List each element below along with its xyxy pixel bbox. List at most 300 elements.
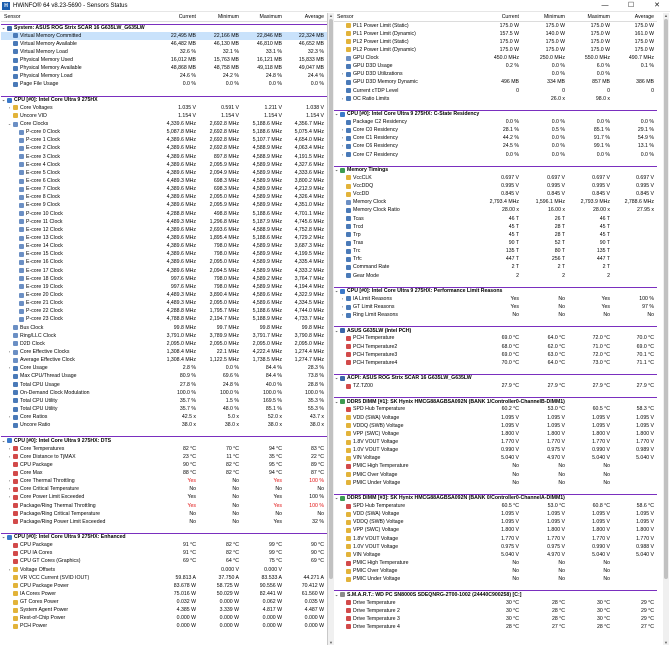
sensor-row[interactable] [334, 359, 657, 367]
sensor-row[interactable] [1, 340, 327, 348]
maximum-value: 38.0 x [267, 422, 282, 429]
sensor-name: Package/Ring Critical Temperature [20, 510, 101, 517]
minimum-value: 0.5 % [551, 127, 565, 134]
s-sensor-icon [346, 313, 351, 318]
sensor-row[interactable] [1, 315, 327, 323]
sensor-row[interactable] [334, 198, 657, 206]
ram-sensor-icon [340, 168, 345, 173]
maximum-value: 1.770 V [592, 438, 610, 445]
sensor-row[interactable] [1, 332, 327, 340]
maximum-value: 2,793.9 MHz [580, 199, 610, 206]
header-current[interactable]: Current [178, 14, 196, 20]
sensor-row[interactable] [334, 446, 657, 454]
sensor-group-header[interactable] [1, 96, 327, 104]
sensor-row[interactable] [1, 161, 327, 169]
sensor-name: P-core 0 Clock [26, 129, 61, 136]
left-scroll-thumb[interactable] [329, 19, 333, 579]
sensor-group-header[interactable] [1, 533, 327, 541]
sensor-row[interactable] [334, 479, 657, 487]
sensor-row[interactable] [334, 382, 657, 390]
sensor-row[interactable] [334, 54, 657, 62]
sensor-row[interactable] [334, 295, 657, 303]
sensor-label-cell [1, 445, 149, 453]
s-sensor-icon [13, 33, 18, 38]
minimize-button[interactable]: — [601, 2, 609, 9]
sensor-row[interactable] [1, 136, 327, 144]
minimum-value: 62.0 °C [547, 343, 565, 350]
current-value: 1.800 V [501, 430, 519, 437]
sensor-row[interactable] [334, 510, 657, 518]
minimum-value: 28 T [554, 223, 565, 230]
sensor-row[interactable] [1, 413, 327, 421]
sensor-row[interactable] [1, 258, 327, 266]
sensor-row[interactable] [1, 582, 327, 590]
sensor-name: VR VCC Current (SVID IOUT) [20, 574, 90, 581]
sensor-row[interactable] [334, 134, 657, 142]
sensor-row[interactable] [334, 206, 657, 214]
sensor-row[interactable] [1, 614, 327, 622]
sensor-row[interactable] [1, 80, 327, 88]
sensor-row[interactable] [1, 541, 327, 549]
sensor-label-cell [1, 493, 149, 501]
expand-chevron-icon[interactable]: › [8, 453, 11, 459]
minimum-value: 2,194.7 MHz [209, 316, 239, 323]
sensor-name: Core Power Limit Exceeded [20, 494, 85, 501]
current-value: No [189, 518, 196, 525]
sensor-name: E-core 7 Clock [26, 186, 61, 193]
current-value: No [189, 486, 196, 493]
sensor-row[interactable] [1, 112, 327, 120]
sensor-row[interactable] [334, 551, 657, 559]
clk-sensor-icon [19, 130, 24, 135]
minimum-value: 0.0 % [225, 365, 239, 372]
scroll-up-arrow-icon[interactable]: ▲ [329, 13, 333, 18]
header-maximum[interactable]: Maximum [587, 14, 610, 20]
header-sensor[interactable]: Sensor [4, 13, 21, 20]
cpu-sensor-icon [7, 438, 12, 443]
minimum-value: 28 °C [551, 607, 565, 614]
sensor-row[interactable] [1, 502, 327, 510]
average-value: 58.3 °C [636, 406, 654, 413]
sensor-row[interactable] [1, 364, 327, 372]
minimum-value: 16.00 x [547, 207, 565, 214]
scroll-down-arrow-icon[interactable]: ▼ [664, 640, 668, 645]
sensor-row[interactable] [334, 38, 657, 46]
sensor-row[interactable] [334, 239, 657, 247]
sensor-row[interactable] [334, 454, 657, 462]
sensor-row[interactable] [334, 311, 657, 319]
current-value: 44.2 % [502, 135, 519, 142]
sensor-row[interactable] [334, 526, 657, 534]
close-button[interactable]: ✕ [654, 2, 660, 9]
sensor-row[interactable] [1, 510, 327, 518]
collapse-chevron-icon[interactable]: ⌄ [1, 25, 6, 30]
collapse-chevron-icon[interactable]: ⌄ [334, 591, 339, 597]
collapse-chevron-icon[interactable]: ⌄ [334, 375, 339, 381]
sensor-row[interactable] [1, 242, 327, 250]
sensor-row[interactable] [334, 263, 657, 271]
sensor-row[interactable] [334, 303, 657, 311]
sensor-row[interactable] [1, 469, 327, 477]
sensor-row[interactable] [1, 557, 327, 565]
expand-chevron-icon[interactable]: › [8, 104, 11, 110]
maximum-value [568, 375, 613, 382]
sensor-row[interactable] [334, 118, 657, 126]
sensor-row[interactable] [334, 87, 657, 95]
sensor-row[interactable] [334, 126, 657, 134]
sensor-row[interactable] [1, 461, 327, 469]
maximum-value: 0.000 W [262, 623, 282, 630]
sensor-row[interactable] [1, 128, 327, 136]
expand-chevron-icon[interactable]: › [341, 151, 344, 157]
sensor-row[interactable] [1, 234, 327, 242]
sensor-row[interactable] [1, 48, 327, 56]
sensor-row[interactable] [1, 193, 327, 201]
sensor-row[interactable] [334, 422, 657, 430]
s-sensor-icon [13, 366, 18, 371]
sensor-row[interactable] [1, 275, 327, 283]
minimum-value: 37.750 A [218, 574, 239, 581]
clk-sensor-icon [19, 162, 24, 167]
maximum-value: 6.0 % [596, 63, 610, 70]
sensor-row[interactable] [334, 615, 657, 623]
sensor-row[interactable] [1, 283, 327, 291]
minimum-value: 2,095.0 MHz [209, 194, 239, 201]
sensor-row[interactable] [334, 414, 657, 422]
right-scrollbar[interactable] [663, 13, 669, 645]
sensor-row[interactable] [1, 104, 327, 112]
sensor-row[interactable] [1, 267, 327, 275]
current-value: 1.095 V [501, 422, 519, 429]
sensor-row[interactable] [334, 215, 657, 223]
sensor-row[interactable] [334, 46, 657, 54]
sensor-row[interactable] [1, 169, 327, 177]
sensor-name: 1.8V VOUT Voltage [353, 535, 399, 542]
sensor-name: Memory Clock [353, 199, 387, 206]
average-value: 29 °C [640, 607, 654, 614]
current-value: 2.8 % [182, 365, 196, 372]
minimum-value: 0.0 % [551, 71, 565, 78]
average-value [613, 471, 657, 479]
sensor-row[interactable] [334, 575, 657, 583]
sensor-row[interactable] [334, 567, 657, 575]
sensor-row[interactable] [1, 348, 327, 356]
expand-chevron-icon[interactable]: › [8, 348, 11, 354]
sensor-row[interactable] [334, 559, 657, 567]
sensor-group-header[interactable] [334, 397, 657, 405]
sensor-row[interactable] [1, 372, 327, 380]
sensor-row[interactable] [334, 430, 657, 438]
sensor-name: Ring Limit Reasons [353, 312, 398, 319]
average-value: 3,764.7 MHz [294, 275, 324, 282]
average-value: 490.7 MHz [628, 55, 654, 62]
minimum-value: 2,095.9 MHz [209, 202, 239, 209]
header-current[interactable]: Current [501, 14, 519, 20]
average-value: 32 % [312, 518, 324, 525]
maximum-value [568, 327, 613, 334]
sensor-row[interactable] [334, 151, 657, 159]
sensor-group-header[interactable] [334, 166, 657, 174]
sensor-row[interactable] [1, 493, 327, 501]
sensor-row[interactable] [1, 185, 327, 193]
sensor-row[interactable] [334, 255, 657, 263]
sensor-row[interactable] [334, 30, 657, 38]
maximum-value: 135 T [596, 248, 610, 255]
expand-chevron-icon[interactable]: ⌄ [7, 121, 12, 127]
maximum-value: 1.154 V [264, 112, 282, 119]
minimum-value: 82 °C [225, 550, 239, 557]
expand-chevron-icon[interactable]: › [341, 135, 344, 141]
sensor-row[interactable] [1, 453, 327, 461]
expand-chevron-icon[interactable]: › [341, 312, 344, 318]
sensor-row[interactable] [334, 405, 657, 413]
current-value: 2,095.0 MHz [166, 340, 196, 347]
minimum-value: No [232, 518, 239, 525]
maximum-value: 1.095 V [592, 414, 610, 421]
sensor-row[interactable] [334, 190, 657, 198]
expand-chevron-icon[interactable]: › [341, 143, 344, 149]
collapse-chevron-icon[interactable]: ⌄ [334, 167, 339, 173]
sensor-group-header[interactable] [334, 494, 657, 502]
minimum-value: 26 T [554, 215, 565, 222]
sensor-row[interactable] [1, 590, 327, 598]
current-value: 0.2 % [505, 63, 519, 70]
sensor-row[interactable] [1, 485, 327, 493]
sensor-label-cell [1, 153, 149, 161]
sensor-row[interactable] [334, 438, 657, 446]
sensor-row[interactable] [1, 324, 327, 332]
current-value: 1,308.4 MHz [166, 357, 196, 364]
scroll-down-arrow-icon[interactable]: ▼ [329, 640, 333, 645]
title-bar [0, 0, 670, 12]
sensor-row[interactable] [334, 543, 657, 551]
sensor-row[interactable] [1, 549, 327, 557]
sensor-row[interactable] [1, 218, 327, 226]
average-value [285, 534, 327, 541]
sensor-row[interactable] [334, 22, 657, 30]
expand-chevron-icon[interactable]: › [341, 95, 344, 101]
sensor-row[interactable] [1, 226, 327, 234]
sensor-group-title: CPU [#0]: Intel Core Ultra 9 275HX [14, 97, 98, 104]
clk-sensor-icon [19, 179, 24, 184]
sensor-row[interactable] [1, 32, 327, 40]
sensor-row[interactable] [334, 351, 657, 359]
header-minimum[interactable]: Minimum [217, 14, 239, 20]
sensor-row[interactable] [1, 210, 327, 218]
maximum-value: 75 °C [268, 558, 282, 565]
sensor-row[interactable] [1, 477, 327, 485]
sensor-row[interactable] [1, 405, 327, 413]
sensor-row[interactable] [334, 462, 657, 470]
sensor-name: Core C0 Residency [353, 127, 398, 134]
scroll-up-arrow-icon[interactable]: ▲ [664, 13, 668, 18]
clk-sensor-icon [19, 301, 24, 306]
expand-chevron-icon[interactable]: › [8, 494, 11, 500]
sensor-row[interactable] [334, 599, 657, 607]
average-value [285, 566, 327, 574]
sensor-row[interactable] [334, 334, 657, 342]
sensor-row[interactable] [1, 144, 327, 152]
minimum-value: 50.029 W [216, 590, 239, 597]
sensor-row[interactable] [334, 142, 657, 150]
right-scroll-thumb[interactable] [664, 19, 668, 579]
sensor-row[interactable] [334, 623, 657, 631]
sensor-group-header[interactable] [334, 287, 657, 295]
sensor-row[interactable] [1, 64, 327, 72]
sensor-group-header[interactable] [334, 110, 657, 118]
header-average[interactable]: Average [304, 14, 324, 20]
current-value [521, 591, 553, 598]
expand-chevron-icon[interactable]: › [8, 566, 11, 572]
average-value: 0.035 W [304, 599, 324, 606]
sensor-group-header[interactable] [334, 374, 657, 382]
sensor-row[interactable] [1, 177, 327, 185]
average-value [613, 247, 657, 255]
current-value: 4,389.6 MHz [166, 251, 196, 258]
collapse-chevron-icon[interactable]: ⌄ [334, 288, 339, 294]
header-sensor[interactable]: Sensor [337, 13, 354, 20]
collapse-chevron-icon[interactable]: ⌄ [334, 495, 339, 501]
maximize-button[interactable]: ☐ [627, 2, 635, 9]
header-minimum[interactable]: Minimum [543, 14, 565, 20]
pwr-sensor-icon [13, 583, 18, 588]
sensor-group-header[interactable] [1, 436, 327, 444]
sensor-row[interactable] [334, 502, 657, 510]
sensor-row[interactable] [334, 231, 657, 239]
collapse-chevron-icon[interactable]: ⌄ [1, 437, 6, 443]
expand-chevron-icon[interactable]: › [341, 304, 344, 309]
clk-sensor-icon [346, 200, 351, 205]
expand-chevron-icon[interactable]: › [8, 414, 11, 420]
clk-sensor-icon [13, 122, 18, 127]
sensor-row[interactable] [1, 120, 327, 128]
sensor-group-header[interactable] [1, 24, 327, 32]
sensor-row[interactable] [1, 381, 327, 389]
sensor-row[interactable] [1, 356, 327, 364]
sensor-row[interactable] [1, 397, 327, 405]
average-value: 4,701.1 MHz [294, 210, 324, 217]
minimum-value: No [558, 479, 565, 486]
sensor-row[interactable] [334, 535, 657, 543]
minimum-value: 2,094.9 MHz [209, 169, 239, 176]
sensor-row[interactable] [334, 518, 657, 526]
minimum-value: 1.095 V [547, 422, 565, 429]
minimum-value: 0.995 V [547, 183, 565, 190]
maximum-value: 4,589.9 MHz [252, 202, 282, 209]
sensor-row[interactable] [334, 343, 657, 351]
expand-chevron-icon[interactable]: › [8, 445, 11, 451]
average-value: 4,199.5 MHz [294, 251, 324, 258]
sensor-row[interactable] [1, 307, 327, 315]
collapse-chevron-icon[interactable]: ⌄ [334, 327, 339, 333]
header-maximum[interactable]: Maximum [259, 14, 282, 20]
sensor-row[interactable] [334, 607, 657, 615]
collapse-chevron-icon[interactable]: ⌄ [1, 97, 6, 103]
sensor-name: Drive Temperature 4 [353, 623, 400, 630]
expand-chevron-icon[interactable]: › [8, 365, 11, 371]
average-value: 100 % [639, 295, 654, 302]
sensor-name: Core Clocks [20, 121, 49, 128]
minimum-value: 82 °C [225, 469, 239, 476]
sensor-row[interactable] [334, 272, 657, 280]
sensor-label-cell [334, 142, 481, 150]
maximum-value: 1.800 V [592, 527, 610, 534]
sensor-name: Core C1 Residency [353, 135, 398, 142]
header-average[interactable]: Average [634, 14, 654, 20]
sensor-row[interactable] [1, 299, 327, 307]
collapse-chevron-icon[interactable]: ⌄ [1, 534, 6, 540]
sensor-row[interactable] [334, 247, 657, 255]
collapse-chevron-icon[interactable]: ⌄ [334, 111, 339, 117]
sensor-row[interactable] [334, 62, 657, 70]
average-value [618, 288, 657, 295]
sensor-group-header[interactable] [334, 326, 657, 334]
sensor-row[interactable] [1, 153, 327, 161]
maximum-value: 4,588.9 MHz [252, 153, 282, 160]
sensor-row[interactable] [1, 389, 327, 397]
clk-sensor-icon [19, 219, 24, 224]
average-value: 4,063.4 MHz [294, 145, 324, 152]
sensor-row[interactable] [1, 250, 327, 258]
average-value: 24.4 % [307, 73, 324, 80]
sensor-row[interactable] [1, 421, 327, 429]
sensor-row[interactable] [1, 201, 327, 209]
sensor-row[interactable] [334, 95, 657, 103]
average-value: 1.800 V [636, 430, 654, 437]
sensor-row[interactable] [1, 291, 327, 299]
sensor-row[interactable] [1, 40, 327, 48]
s-sensor-icon [346, 72, 351, 77]
sensor-row[interactable] [1, 598, 327, 606]
sensor-label-cell [334, 215, 481, 223]
current-value: 4.385 W [176, 607, 196, 614]
sensor-row[interactable] [334, 223, 657, 231]
sensor-row[interactable] [334, 182, 657, 190]
expand-chevron-icon[interactable]: › [341, 71, 344, 77]
sensor-row[interactable] [1, 445, 327, 453]
sensor-row[interactable] [1, 566, 327, 574]
sensor-row[interactable] [1, 72, 327, 80]
collapse-chevron-icon[interactable]: ⌄ [334, 398, 339, 404]
current-value: 30 °C [505, 615, 519, 622]
average-value: 0.995 V [636, 183, 654, 190]
minimum-value: 22,166 MB [213, 32, 239, 39]
s-sensor-icon [13, 49, 18, 54]
sensor-row[interactable] [334, 70, 657, 78]
expand-chevron-icon[interactable]: › [8, 478, 11, 484]
sensor-row[interactable] [1, 574, 327, 582]
sensor-group-header[interactable] [334, 590, 657, 598]
current-value: 4,288.8 MHz [166, 308, 196, 315]
expand-chevron-icon[interactable]: › [341, 295, 344, 301]
clk-sensor-icon [13, 350, 18, 355]
sensor-row[interactable] [1, 606, 327, 614]
expand-chevron-icon[interactable]: › [341, 127, 344, 133]
sensor-row[interactable] [334, 471, 657, 479]
sensor-row[interactable] [334, 78, 657, 86]
sensor-row[interactable] [334, 174, 657, 182]
minimum-value: 53.0 °C [547, 502, 565, 509]
average-value: 4,654.0 MHz [294, 137, 324, 144]
hot-sensor-icon [346, 600, 351, 605]
sensor-row[interactable] [1, 622, 327, 630]
expand-chevron-icon[interactable]: › [8, 486, 11, 492]
sensor-group-title: CPU [#0]: Intel Core Ultra 9 275HX: Enhanced [14, 534, 126, 541]
sensor-row[interactable] [1, 56, 327, 64]
sensor-row[interactable] [1, 518, 327, 526]
minimum-value: 0.000 W [219, 599, 239, 606]
sensor-label-cell [334, 223, 481, 231]
